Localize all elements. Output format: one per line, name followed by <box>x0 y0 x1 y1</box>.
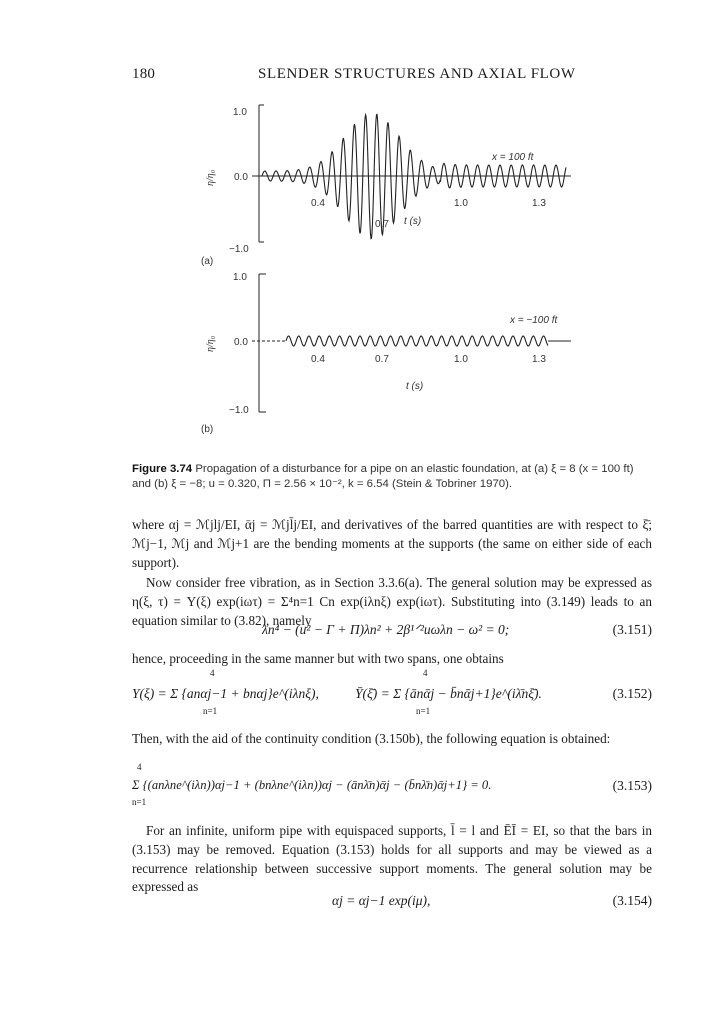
panel-a-xtick-07: 0.7 <box>375 219 389 230</box>
panel-a-ytick-1: 1.0 <box>233 107 247 118</box>
panel-b-ylabel: η/η₀ <box>205 335 216 352</box>
equation-number-3-152: (3.152) <box>612 686 652 701</box>
equation-number-3-153: (3.153) <box>612 778 652 793</box>
panel-b-ytick-0: 0.0 <box>234 337 248 348</box>
panel-b-label: (b) <box>201 424 214 435</box>
equation-number-3-154: (3.154) <box>612 893 652 908</box>
panel-b-xtick-04: 0.4 <box>311 354 325 365</box>
eq152-sum-upper-right: 4 <box>423 668 428 678</box>
panel-b-ytick-m1: −1.0 <box>229 405 249 416</box>
eq152-sum-upper-left: 4 <box>210 668 215 678</box>
paragraph-2: Now consider free vibration, as in Section 3.3.6(a). The general solution may be expressed as η(ξ, τ) = Y(ξ) exp(iωτ) = Σ⁴n=1 Cn exp(iλnξ) exp(iωτ). Substituting into (3.149) leads to an equation similar to (3.82), namely <box>132 575 652 628</box>
panel-a-ytick-0: 0.0 <box>234 172 248 183</box>
panel-a-ytick-m1: −1.0 <box>229 244 249 255</box>
panel-b-xtick-10: 1.0 <box>454 354 468 365</box>
panel-a-label: (a) <box>201 256 214 267</box>
panel-b-ytick-1: 1.0 <box>233 272 247 283</box>
equation-3-154: αj = αj−1 exp(iμ), <box>332 893 431 908</box>
equation-number-3-151: (3.151) <box>612 622 652 637</box>
panel-b-xtick-13: 1.3 <box>532 354 546 365</box>
eq153-sum-lower: n=1 <box>132 797 147 807</box>
equation-3-153: Σ {(anλne^(iλn))αj−1 + (bnλne^(iλn))αj − (ānλ̄n)ᾱj − (b̄nλ̄n)ᾱj+1} = 0. <box>132 778 492 792</box>
panel-a-annotation: x = 100 ft <box>492 152 534 163</box>
equation-3-152-left: Y(ξ) = Σ {anαj−1 + bnαj}e^(iλnξ), <box>132 686 319 701</box>
running-head: SLENDER STRUCTURES AND AXIAL FLOW <box>258 66 576 82</box>
eq153-sum-upper: 4 <box>137 762 142 772</box>
panel-b-signal <box>286 336 548 346</box>
paragraph-3: hence, proceeding in the same manner but with two spans, one obtains <box>132 651 504 666</box>
page-number: 180 <box>132 66 156 82</box>
panel-a-xlabel: t (s) <box>404 216 422 227</box>
panel-b-annotation: x = −100 ft <box>510 315 558 326</box>
paragraph-5: For an infinite, uniform pipe with equispaced supports, l̄ = l and ĒĪ = EI, so that the bars in (3.153) may be removed. Equation (3.153) holds for all supports and may be viewed as a recurrence relationship between successive support moments. The general solution may be expressed as <box>132 823 652 895</box>
eq152-sum-lower-right: n=1 <box>416 706 431 716</box>
panel-b-xtick-07: 0.7 <box>375 354 389 365</box>
panel-b-xlabel: t (s) <box>406 381 424 392</box>
paragraph-1: where αj = ℳjlj/EI, ᾱj = ℳjl̄j/EI, and derivatives of the barred quantities are with respect to ξ̄; ℳj−1, ℳj and ℳj+1 are the bending moments at the supports (the same on either side of each support). <box>132 517 652 570</box>
equation-3-151: λn⁴ − (u² − Γ + Π)λn² + 2β¹ᐟ²uωλn − ω² = 0; <box>262 622 510 637</box>
panel-a-ylabel: η/η₀ <box>205 169 216 186</box>
eq152-sum-lower-left: n=1 <box>203 706 218 716</box>
equation-3-152-right: Ȳ(ξ̄) = Σ {ānᾱj − b̄nᾱj+1}e^(iλ̄nξ̄). <box>355 686 542 701</box>
caption-text: Propagation of a disturbance for a pipe on an elastic foundation, at (a) ξ = 8 (x = 100 ft) and (b) ξ = −8; u = 0.320, Π = 2.56 × 10⁻², k = 6.54 (Stein & Tobriner 1970). <box>132 463 634 490</box>
panel-a-xtick-13: 1.3 <box>532 198 546 209</box>
caption-label: Figure 3.74 <box>132 463 193 475</box>
figure-caption <box>132 462 652 492</box>
figure-3-74 <box>0 0 718 460</box>
paragraph-4: Then, with the aid of the continuity condition (3.150b), the following equation is obtained: <box>132 731 611 746</box>
panel-a-xtick-04: 0.4 <box>311 198 325 209</box>
panel-a-xtick-10: 1.0 <box>454 198 468 209</box>
